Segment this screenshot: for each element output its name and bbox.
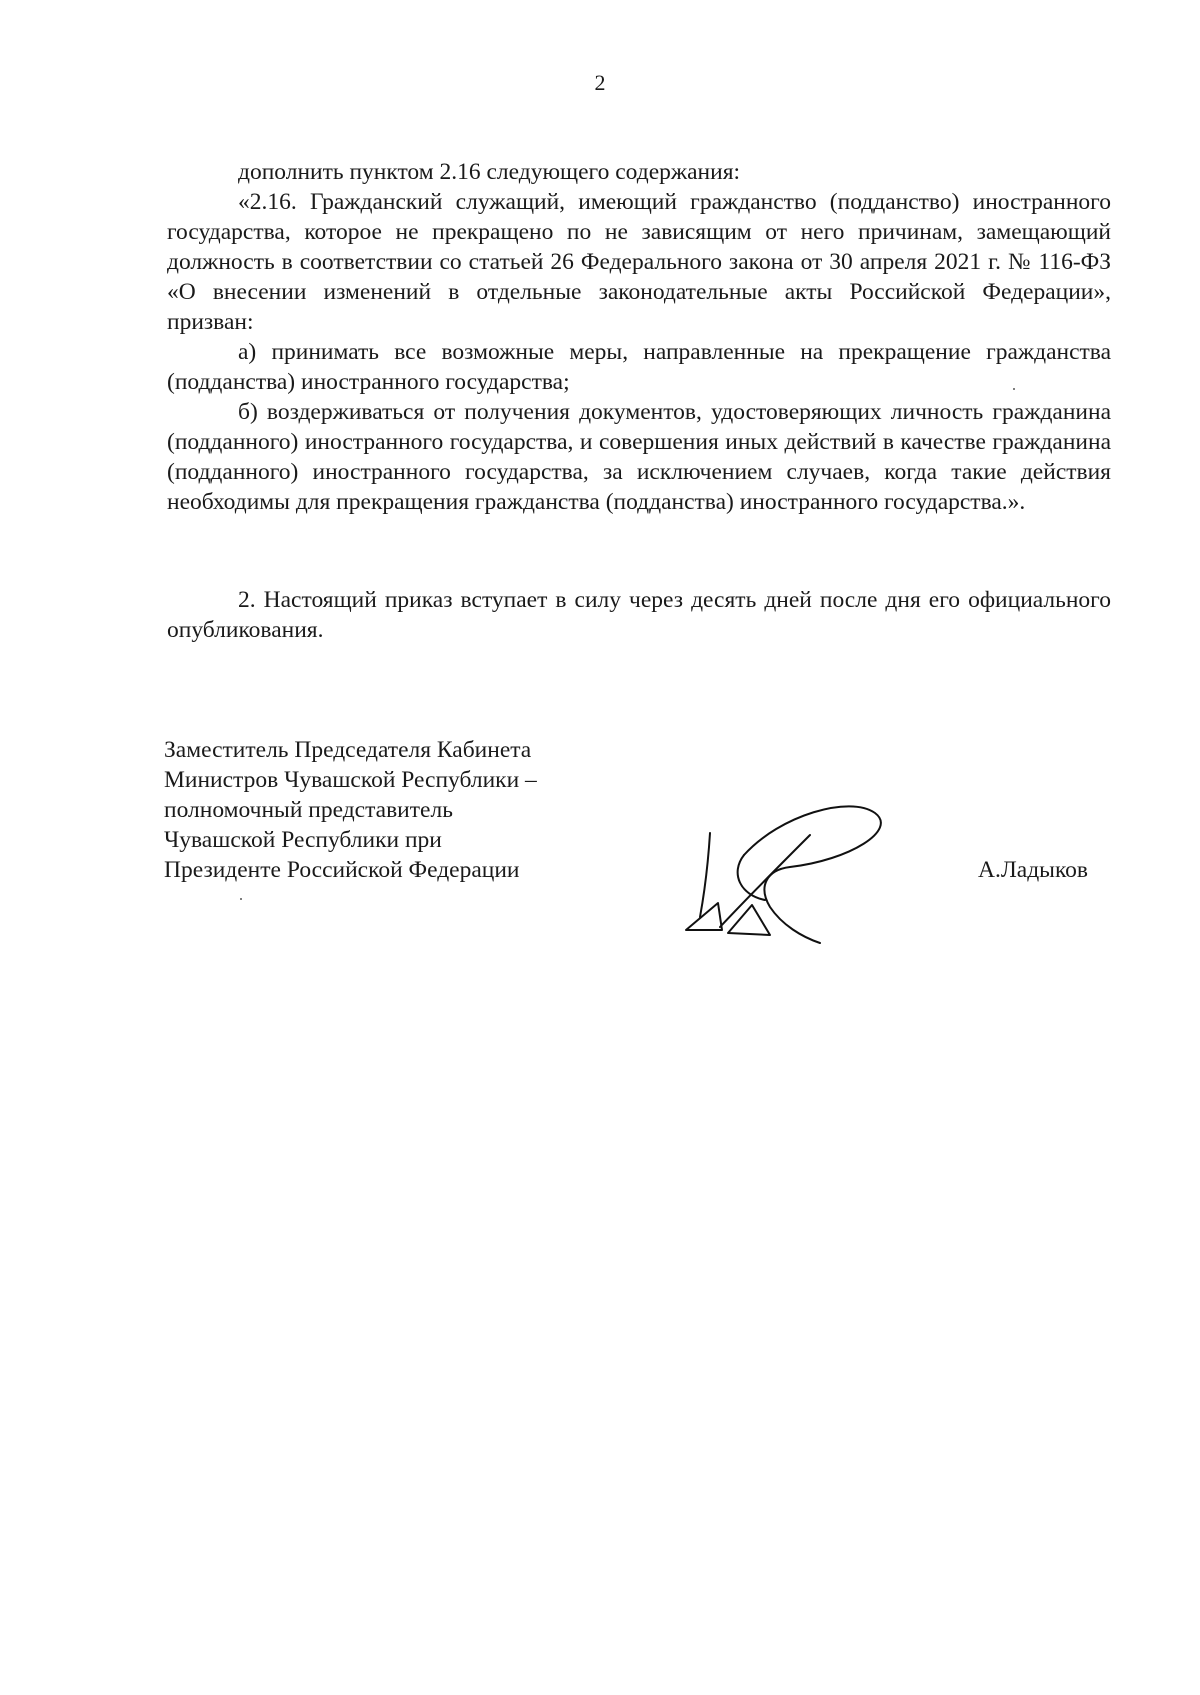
page-number: 2 <box>594 70 606 95</box>
scan-speck <box>1013 388 1015 390</box>
final-provision-text: 2. Настоящий приказ вступает в силу через десять дней после дня его официального опубликования. <box>167 587 1111 643</box>
amendment-item-a: а) принимать все возможные меры, направленные на прекращение гражданства (подданства) иностранного государства; <box>167 339 1111 395</box>
amendment-clause-2-16: «2.16. Гражданский служащий, имеющий гражданство (подданство) иностранного государства, которое не прекращено по не зависящим от него причинам, замещающий должность в соответствии со статьей 26 Федерального закона от 30 апреля 2021 г. № 116-ФЗ «О внесении изменений в отдельные законодательные акты Российской Федерации», призван: <box>167 189 1111 335</box>
signer-title-line: полномочный представитель <box>164 797 453 823</box>
amendment-item-b: б) воздерживаться от получения документов, удостоверяющих личность гражданина (подданного) иностранного государства, и совершения иных действий в качестве гражданина (подданного) иностранного государства, за исключением случаев, когда такие действия необходимы для прекращения гражданства (подданства) иностранного государства.». <box>167 399 1111 515</box>
signer-title-line: Президенте Российской Федерации <box>164 857 520 883</box>
final-provision-section <box>167 585 1111 645</box>
signer-title-line: Министров Чувашской Республики – <box>164 767 537 793</box>
amendment-intro: дополнить пунктом 2.16 следующего содержания: <box>238 159 741 185</box>
signer-name: А.Ладыков <box>978 857 1089 883</box>
scan-speck <box>240 898 242 900</box>
signer-title-line: Заместитель Председателя Кабинета <box>164 737 532 763</box>
handwritten-signature-icon <box>670 795 920 945</box>
signer-title-line: Чувашской Республики при <box>164 827 442 853</box>
signer-title <box>164 735 537 885</box>
amendment-section <box>167 157 1111 517</box>
